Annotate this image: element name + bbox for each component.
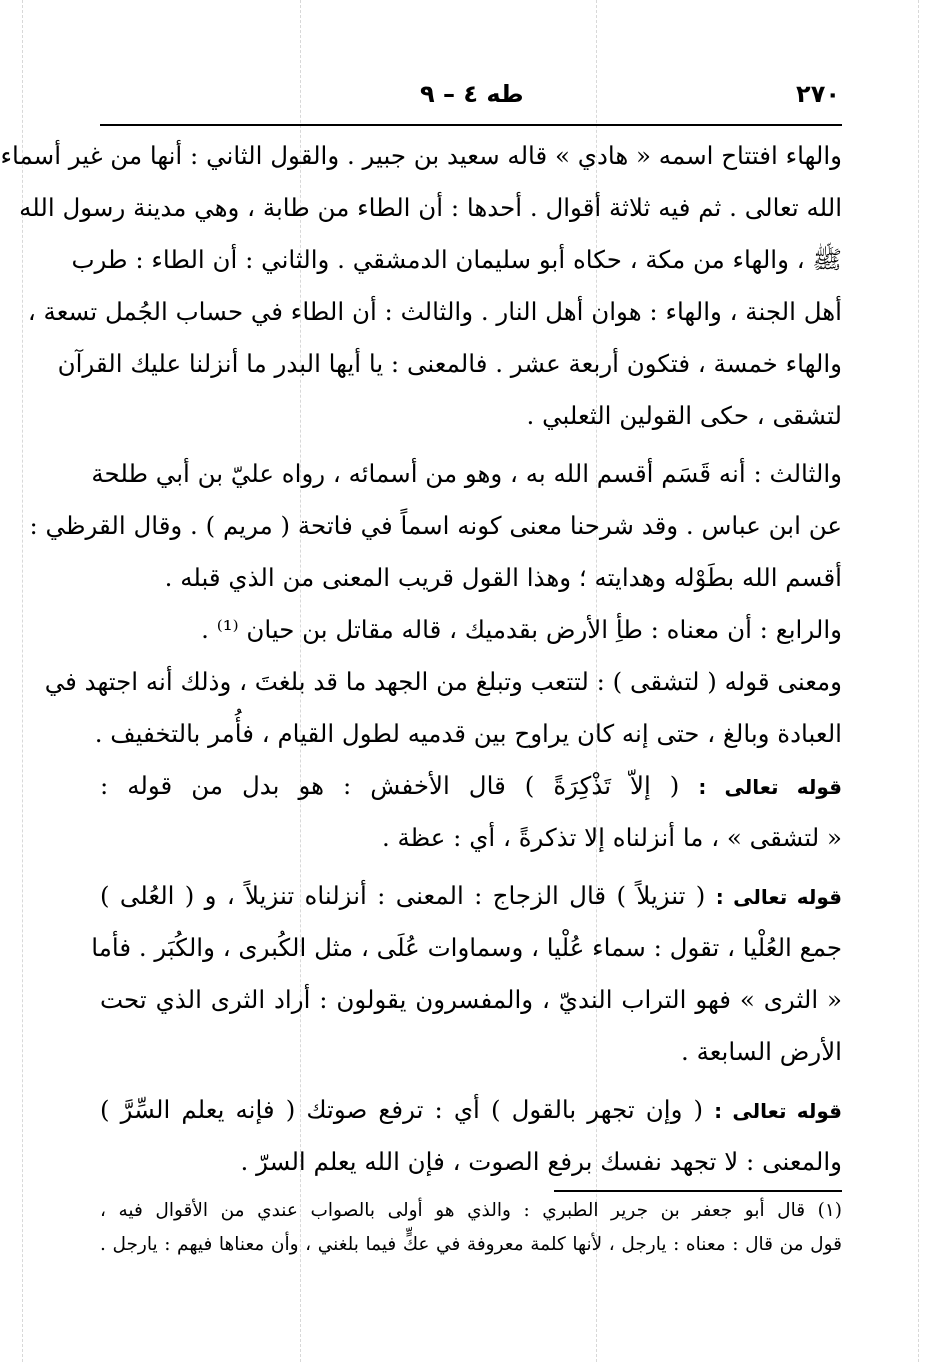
header-rule — [100, 124, 842, 126]
text-line: « لتشقى » ، ما أنزلناه إلا تذكرةً ، أي : عظة . — [381, 823, 842, 852]
text-line — [100, 1084, 842, 1136]
text-line: الأرض السابعة . — [681, 1037, 842, 1066]
line-text: ( إلاّ تَذْكِرَةً ) قال الأخفش : هو بدل من قوله : — [100, 771, 680, 800]
footnote-line: قول من قال : معناه : يارجل ، لأنها كلمة معروفة في عكٍّ فيما بلغني ، وأن معناها فيهم : يارجل . — [100, 1234, 842, 1255]
text-line — [100, 760, 842, 812]
text-line: أهل الجنة ، والهاء : هوان أهل النار . والثالث : أن الطاء في حساب الجُمل تسعة ، — [27, 297, 842, 326]
text-line: « الثرى » فهو التراب النديّ ، والمفسرون يقولون : أراد الثرى الذي تحت — [100, 985, 842, 1014]
text-line: جمع العُلْيا ، تقول : سماء عُلْيا ، وسماوات عُلَى ، مثل الكُبرى ، والكُبَر . فأما — [91, 933, 842, 962]
text-line: عن ابن عباس . وقد شرحنا معنى كونه اسماً في فاتحة ( مريم ) . وقال القرظي : — [29, 511, 842, 540]
text-line: ومعنى قوله ( لتشقى ) : لتتعب وتبلغ من الجهد ما قد بلغتَ ، وذلك أنه اجتهد في — [44, 667, 842, 696]
quote-lead: قوله تعالى : — [698, 775, 842, 799]
line-text: ( وإن تجهر بالقول ) أي : ترفع صوتك ( فإنه يعلم السِّرَّ ) — [100, 1095, 704, 1124]
text-line: والمعنى : لا تجهد نفسك برفع الصوت ، فإن الله يعلم السرّ . — [240, 1147, 842, 1176]
text-line: العبادة وبالغ ، حتى إنه كان يراوح بين قدميه لطول القيام ، فأُمر بالتخفيف . — [94, 719, 842, 748]
text-line: والهاء خمسة ، فتكون أربعة عشر . فالمعنى : يا أيها البدر ما أنزلنا عليك القرآن — [57, 349, 842, 378]
scan-guide-line — [918, 0, 919, 1362]
line-text: ( تنزيلاً ) قال الزجاج : المعنى : أنزلناه تنزيلاً ، و ( العُلى ) — [100, 881, 706, 910]
text-line: والهاء افتتاح اسمه « هادي » قاله سعيد بن جبير . والقول الثاني : أنها من غير أسماء — [0, 141, 842, 170]
page-number: ٢٧٠ — [796, 80, 840, 108]
text-line: لتشقى ، حكى القولين الثعلبي . — [526, 401, 842, 430]
footnote-line: (١) قال أبو جعفر بن جرير الطبري : والذي هو أولى بالصواب عندي من الأقوال فيه ، — [100, 1200, 842, 1221]
body-text — [0, 130, 843, 1188]
text-line — [100, 870, 842, 922]
page-header — [100, 80, 840, 120]
quote-lead: قوله تعالى : — [715, 885, 842, 909]
text-line: ﷺ ، والهاء من مكة ، حكاه أبو سليمان الدمشقي . والثاني : أن الطاء : طرب — [71, 245, 842, 274]
footnotes — [100, 1194, 842, 1262]
text-line: الله تعالى . ثم فيه ثلاثة أقوال . أحدها : أن الطاء من طابة ، وهي مدينة رسول الله — [19, 193, 842, 222]
running-head: طه ٤ – ٩ — [420, 80, 524, 108]
quote-lead: قوله تعالى : — [714, 1099, 843, 1123]
text-line: والثالث : أنه قَسَم أقسم الله به ، وهو من أسمائه ، رواه عليّ بن أبي طلحة — [91, 459, 842, 488]
text-line: أقسم الله بطَوْله وهدايته ؛ وهذا القول قريب المعنى من الذي قبله . — [164, 563, 842, 592]
text-line: والرابع : أن معناه : طأِ الأرض بقدميك ، قاله مقاتل بن حيان ⁽¹⁾ . — [201, 615, 842, 644]
footnote-rule — [554, 1190, 842, 1192]
